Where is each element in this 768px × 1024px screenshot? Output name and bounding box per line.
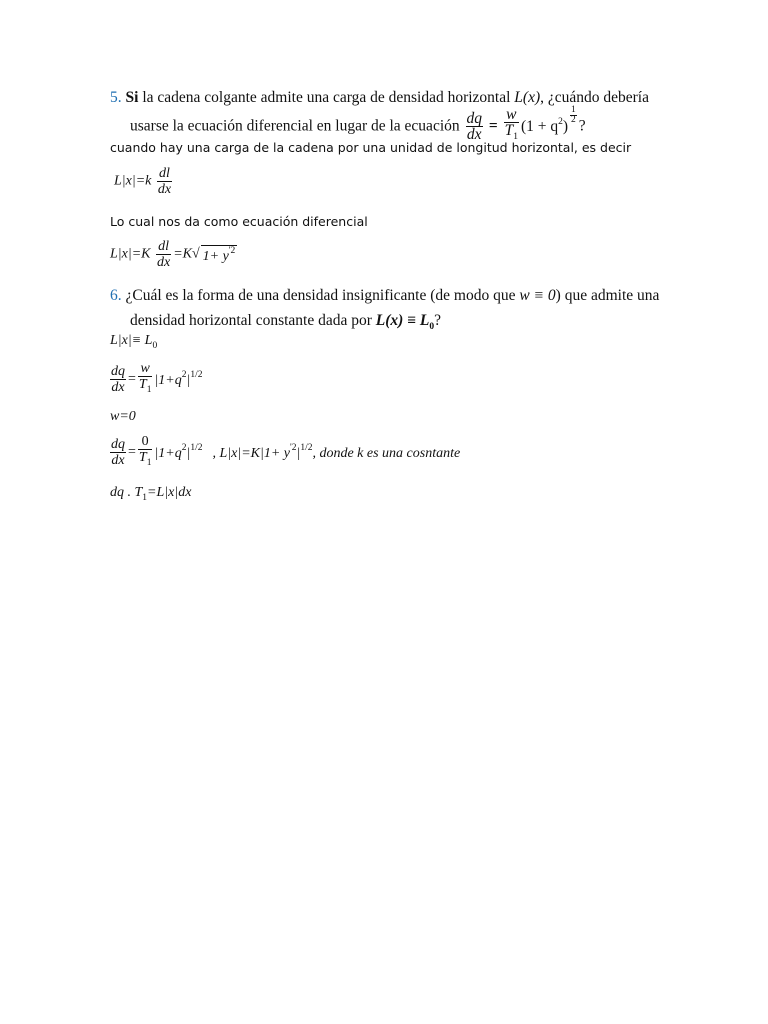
question-5-text-2: usarse la ecuación diferencial en lugar de la ecuación <box>130 117 460 135</box>
question-5-eq-body: $(1 + q^2)$ <box>520 116 569 135</box>
answer-5-formula-2: L|x|=K $\frac{dl}{dx}$ =K√ $1+ y^{'2}$ <box>110 239 236 270</box>
answer-6-formula-4-right: , $L|x|=K|1+ y^{'2}|^{1/2}$, donde k es una cosntante <box>212 443 461 461</box>
question-6-text-1-tail: ) que admite una <box>555 287 660 304</box>
question-5-number: 5. <box>110 89 122 106</box>
question-6-line-2: densidad horizontal constante dada por $L(x) \equiv L_0$? <box>130 312 442 332</box>
question-5-text-1: la cadena colgante admite una carga de densidad horizontal <box>142 89 511 106</box>
question-5-line-1 <box>110 89 649 107</box>
question-5-lead-word: Si <box>125 89 139 106</box>
question-5-function: L(x) <box>514 89 541 106</box>
answer-6-formula-5: dq . $T_1=L|x|dx$ <box>110 485 192 503</box>
question-6-number: 6. <box>110 287 122 304</box>
answer-5-text-2: Lo cual nos da como ecuación diferencial <box>110 214 368 229</box>
answer-5-radicand: $1+ y^{'2}$ <box>202 245 236 264</box>
answer-5-text-1: cuando hay una carga de la cadena por una unidad de longitud horizontal, es decir <box>110 140 632 155</box>
answer-6-formula-1: $L|x|\equiv L_0$ <box>110 333 158 351</box>
question-5-eq-dqdx: $\frac{dq}{dx}$ <box>466 109 482 143</box>
question-6-function: $L(x) \equiv L_0$ <box>375 312 435 332</box>
question-6-line-1 <box>110 287 659 305</box>
answer-6-formula-4: $\frac{dq}{dx}$ = $\frac{0}{T_1}$ $|1+q^2|^{1/2}$ , $L|x|=K|1+ y^{'2}|^{1/2}$, donde k es una cosntante <box>110 434 460 471</box>
question-5-eq-exponent: $\frac{1}{2}$ <box>571 105 576 125</box>
answer-6-formula-3: w=0 <box>110 409 136 424</box>
question-6-condition: w ≡ 0 <box>519 287 556 304</box>
answer-5-formula-1: L|x|=k $\frac{dl}{dx}$ <box>114 166 172 197</box>
question-6-text-2: densidad horizontal constante dada por <box>130 312 372 329</box>
question-5-eq-w-over-t1: $\frac{w}{T_1}$ <box>504 107 519 145</box>
question-6-text-1: ¿Cuál es la forma de una densidad insignificante (de modo que <box>125 287 516 304</box>
question-5-eq-equals: = <box>488 117 498 135</box>
answer-6-formula-2: $\frac{dq}{dx}$ = $\frac{w}{T_1}$ $|1+q^2|^{1/2}$ <box>110 361 203 398</box>
question-5-text-1-tail: , ¿cuándo debería <box>540 89 649 106</box>
question-5-eq-qmark: ? <box>578 117 586 135</box>
